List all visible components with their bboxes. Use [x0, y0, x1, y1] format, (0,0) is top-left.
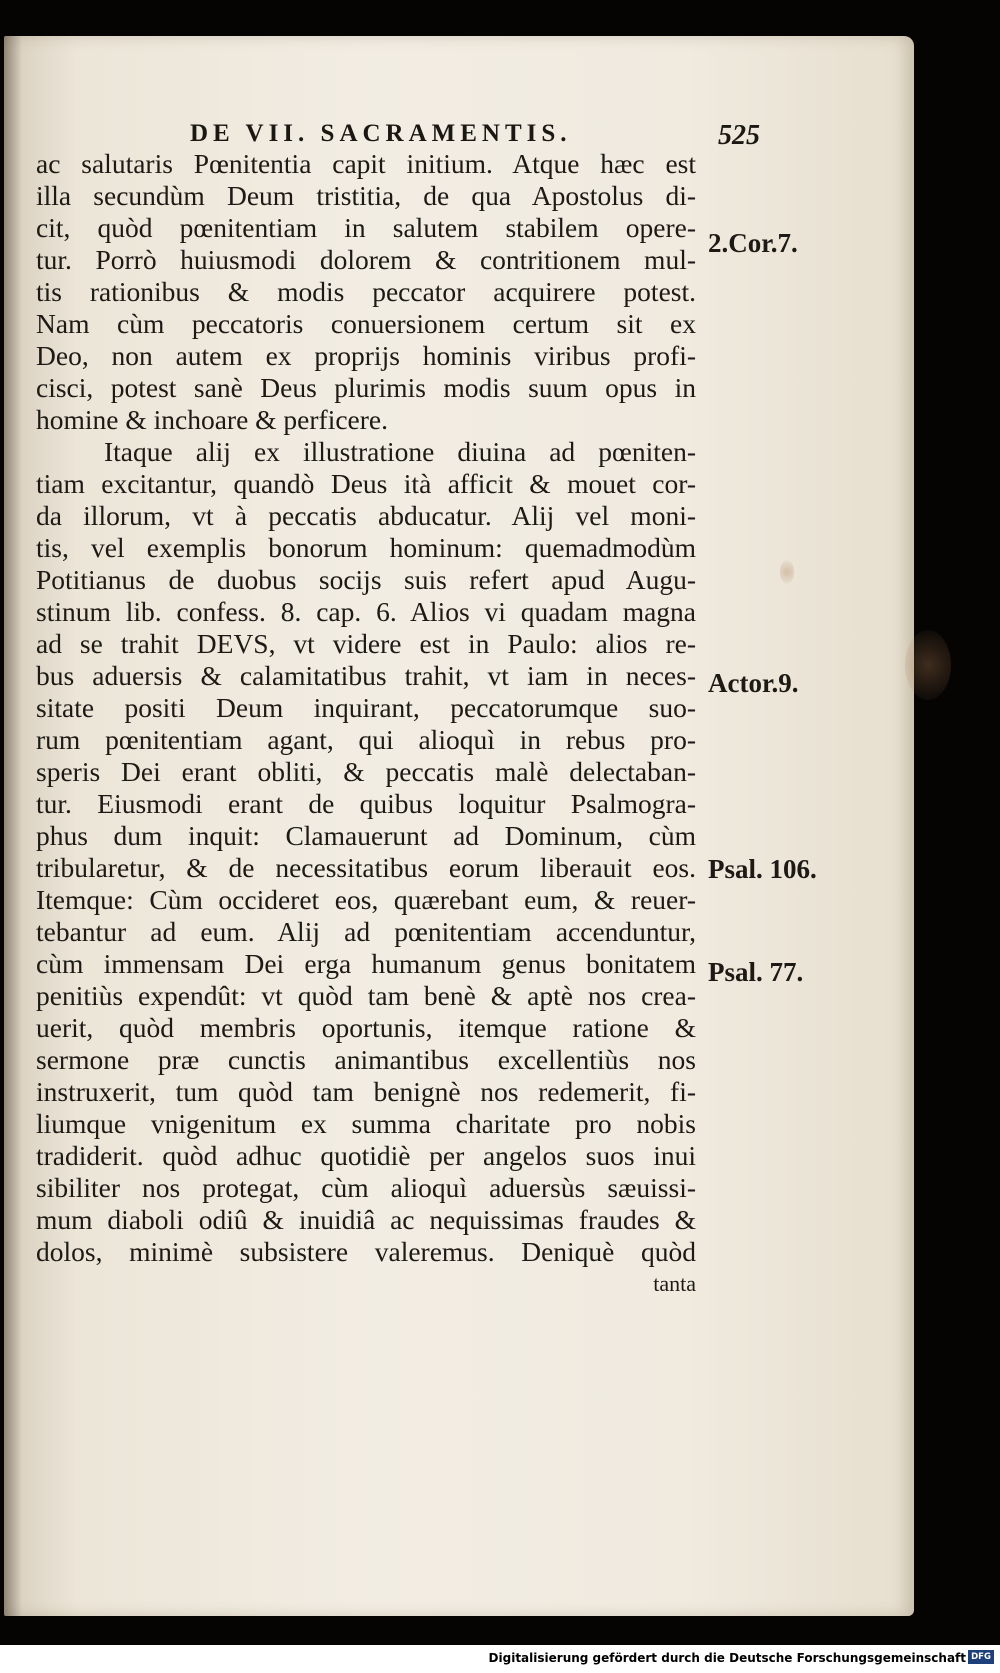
margin-note-actor-9: Actor.9.: [708, 668, 799, 698]
text-line: dolos, minimè subsistere valeremus. Deniquè quòd: [36, 1236, 696, 1267]
text-line: Deo, non autem ex proprijs hominis viribus profi-: [36, 340, 696, 371]
text-line: da illorum, vt à peccatis abducatur. Alij vel moni-: [36, 500, 696, 531]
body-text: [36, 148, 696, 1300]
dfg-logo-icon: DFG: [968, 1650, 994, 1664]
text-line: stinum lib. confess. 8. cap. 6. Alios vi quadam magna: [36, 596, 696, 627]
margin-note-psal-106: Psal. 106.: [708, 854, 817, 884]
text-line: Potitianus de duobus socijs suis refert apud Augu-: [36, 564, 696, 595]
text-line: ad se trahit DEVS, vt videre est in Paulo: alios re-: [36, 628, 696, 659]
text-line: tur. Porrò huiusmodi dolorem & contritionem mul-: [36, 244, 696, 275]
text-line: tebantur ad eum. Alij ad pœnitentiam accenduntur,: [36, 916, 696, 947]
text-line: tiam excitantur, quandò Deus ità afficit & mouet cor-: [36, 468, 696, 499]
text-line: bus aduersis & calamitatibus trahit, vt iam in neces-: [36, 660, 696, 691]
page-stain: [780, 560, 794, 584]
running-head: DE VII. SACRAMENTIS.: [190, 120, 572, 147]
text-line: ac salutaris Pœnitentia capit initium. Atque hæc est: [36, 148, 696, 179]
text-line: illa secundùm Deum tristitia, de qua Apostolus di-: [36, 180, 696, 211]
text-line: rum pœnitentiam agant, qui alioquì in rebus pro-: [36, 724, 696, 755]
text-line: instruxerit, tum quòd tam benignè nos redemerit, fi-: [36, 1076, 696, 1107]
text-line: cit, quòd pœnitentiam in salutem stabilem opere-: [36, 212, 696, 243]
text-line: sermone præ cunctis animantibus excellentiùs nos: [36, 1044, 696, 1075]
footer-credit: Digitalisierung gefördert durch die Deutsche Forschungsgemeinschaft: [488, 1651, 966, 1665]
text-line: tis rationibus & modis peccator acquirere potest.: [36, 276, 696, 307]
catchword: tanta: [653, 1271, 696, 1296]
text-line: mum diaboli odiû & inuidiâ ac nequissimas fraudes &: [36, 1204, 696, 1235]
margin-note-psal-77: Psal. 77.: [708, 957, 804, 987]
page-number: 525: [718, 120, 760, 151]
text-line: tis, vel exemplis bonorum hominum: quemadmodùm: [36, 532, 696, 563]
text-line: homine & inchoare & perficere.: [36, 404, 388, 435]
text-line: liumque vnigenitum ex summa charitate pro nobis: [36, 1108, 696, 1139]
text-line: Itaque alij ex illustratione diuina ad pœniten-: [104, 436, 696, 467]
spine-shadow: [4, 36, 22, 1616]
text-line: tradiderit. quòd adhuc quotidiè per angelos suos inui: [36, 1140, 696, 1171]
text-line: sitate positi Deum inquirant, peccatorumque suo-: [36, 692, 696, 723]
text-line: cùm immensam Dei erga humanum genus bonitatem: [36, 948, 696, 979]
text-line: penitiùs expendût: vt quòd tam benè & aptè nos crea-: [36, 980, 696, 1011]
text-line: Itemque: Cùm occideret eos, quærebant eum, & reuer-: [36, 884, 696, 915]
margin-note-2-cor-7: 2.Cor.7.: [708, 228, 798, 258]
text-line: phus dum inquit: Clamauerunt ad Dominum, cùm: [36, 820, 696, 851]
text-line: uerit, quòd membris oportunis, itemque ratione &: [36, 1012, 696, 1043]
text-line: cisci, potest sanè Deus plurimis modis suum opus in: [36, 372, 696, 403]
text-line: sibiliter nos protegat, cùm alioquì aduersùs sæuissi-: [36, 1172, 696, 1203]
page-stain: [905, 630, 951, 700]
text-line: tribularetur, & de necessitatibus eorum liberauit eos.: [36, 852, 696, 883]
text-line: Nam cùm peccatoris conuersionem certum sit ex: [36, 308, 696, 339]
text-line: speris Dei erant obliti, & peccatis malè delectaban-: [36, 756, 696, 787]
text-line: tur. Eiusmodi erant de quibus loquitur Psalmogra-: [36, 788, 696, 819]
